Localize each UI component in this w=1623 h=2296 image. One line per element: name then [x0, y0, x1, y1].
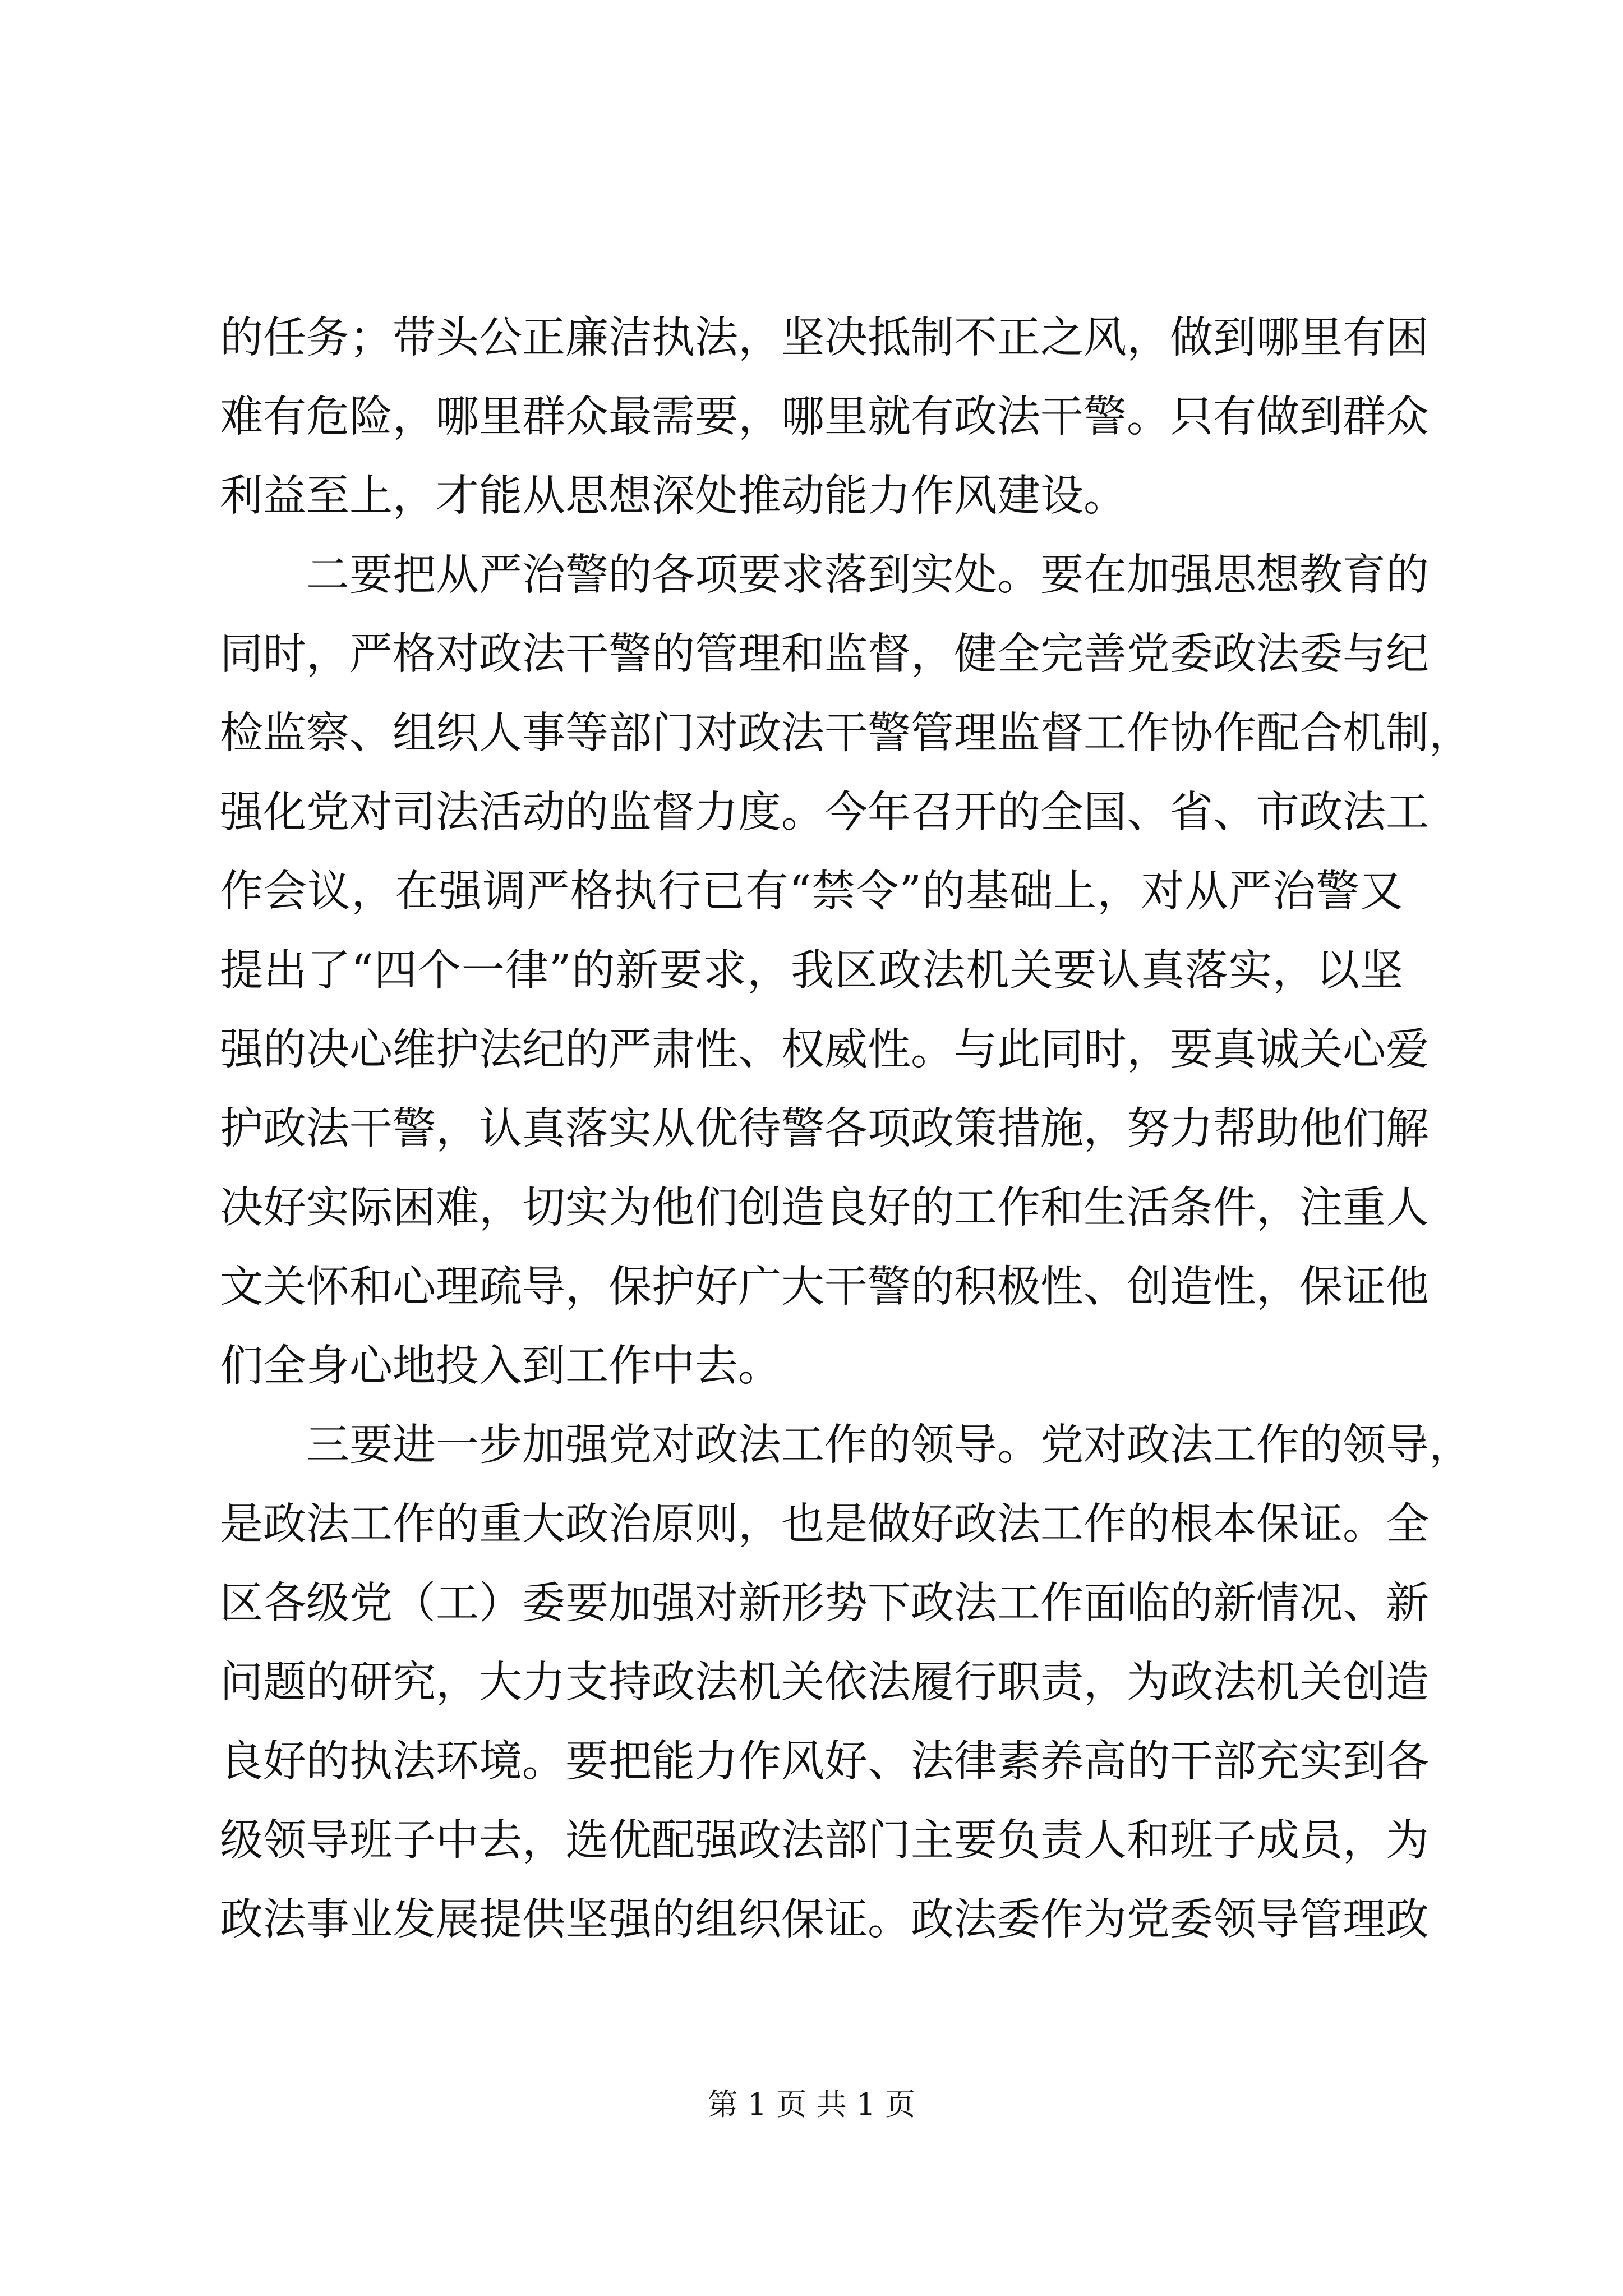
paragraph-2-line-11: 们全身心地投入到工作中去。 [220, 1341, 781, 1391]
paragraph-1-line-3: 利益至上，才能从思想深处推动能力作风建设。 [220, 471, 1127, 521]
paragraph-2-line-3: 检监察、组织人事等部门对政法干警管理监督工作协作配合机制， [220, 708, 1472, 758]
page-number-footer: 第 1 页 共 1 页 [707, 2087, 916, 2122]
paragraph-2-line-2: 同时，严格对政法干警的管理和监督，健全完善党委政法委与纪 [220, 629, 1429, 679]
paragraph-3-line-5: 良好的执法环境。要把能力作风好、法律素养高的干部充实到各 [220, 1737, 1429, 1787]
paragraph-3-line-6: 级领导班子中去，选优配强政法部门主要负责人和班子成员，为 [220, 1816, 1429, 1866]
paragraph-2-line-5: 作会议，在强调严格执行已有“禁令”的基础上，对从严治警又 [220, 867, 1403, 917]
paragraph-3-line-1: 三要进一步加强党对政法工作的领导。党对政法工作的领导， [306, 1420, 1472, 1470]
paragraph-1-line-2: 难有危险，哪里群众最需要，哪里就有政法干警。只有做到群众 [220, 392, 1429, 442]
paragraph-3-line-2: 是政法工作的重大政治原则，也是做好政法工作的根本保证。全 [220, 1499, 1429, 1549]
paragraph-2-line-6: 提出了“四个一律”的新要求，我区政法机关要认真落实，以坚 [220, 946, 1403, 996]
paragraph-2-line-9: 决好实际困难，切实为他们创造良好的工作和生活条件，注重人 [220, 1183, 1429, 1233]
paragraph-3-line-7: 政法事业发展提供坚强的组织保证。政法委作为党委领导管理政 [220, 1895, 1429, 1945]
paragraph-3-line-3: 区各级党（工）委要加强对新形势下政法工作面临的新情况、新 [220, 1579, 1429, 1628]
paragraph-2-line-7: 强的决心维护法纪的严肃性、权威性。与此同时，要真诚关心爱 [220, 1025, 1429, 1075]
paragraph-2-line-8: 护政法干警，认真落实从优待警各项政策措施，努力帮助他们解 [220, 1104, 1429, 1154]
paragraph-2-line-1: 二要把从严治警的各项要求落到实处。要在加强思想教育的 [306, 550, 1429, 600]
paragraph-3-line-4: 问题的研究，大力支持政法机关依法履行职责，为政法机关创造 [220, 1658, 1429, 1708]
paragraph-1-line-1: 的任务；带头公正廉洁执法，坚决抵制不正之风，做到哪里有困 [220, 313, 1429, 363]
paragraph-2-line-4: 强化党对司法活动的监督力度。今年召开的全国、省、市政法工 [220, 788, 1429, 838]
paragraph-2-line-10: 文关怀和心理疏导，保护好广大干警的积极性、创造性，保证他 [220, 1262, 1429, 1312]
